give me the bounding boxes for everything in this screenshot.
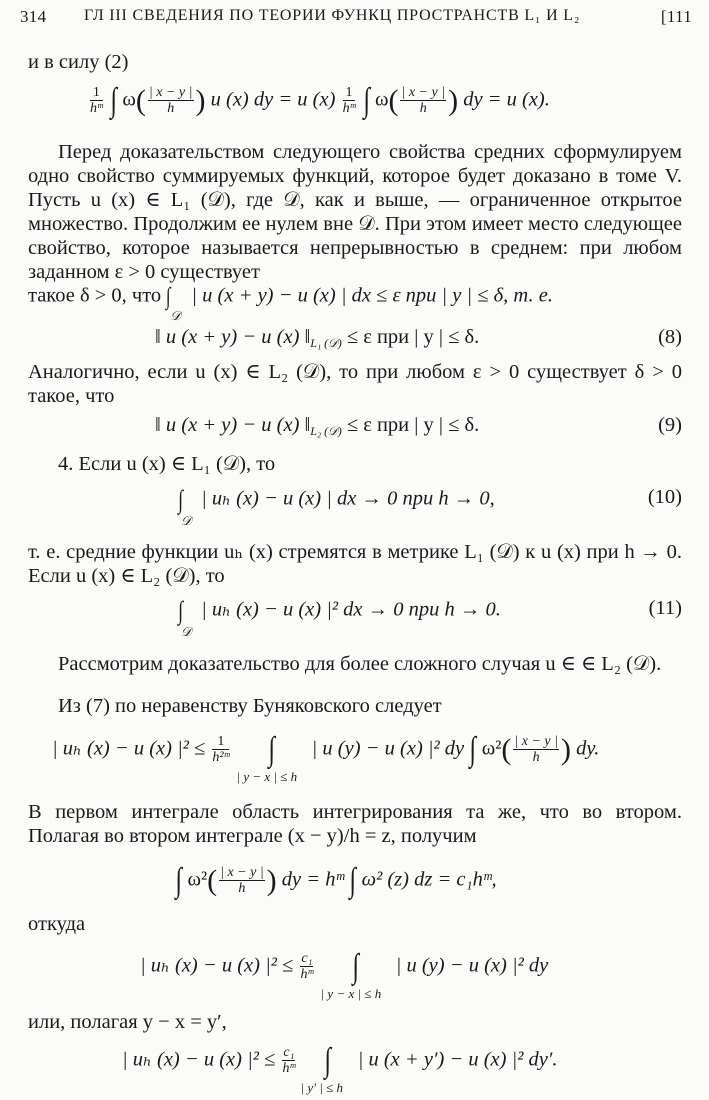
section-number: [111: [660, 7, 692, 26]
paragraph-case: Рассмотрим доказательство для более сложного случая u ∈ ∈ L₂ (𝒟).: [58, 653, 662, 675]
equation-number: (9): [658, 414, 682, 436]
equation-number: (10): [647, 486, 682, 508]
formula-part: dy = u (x).: [463, 88, 550, 111]
formula-9: ‖ u (x + y) − u (x) ‖L₂ (𝒟) ≤ ε при | y | ≤ δ.: [155, 414, 480, 438]
text-line: Из (7) по неравенству Буняковского следует: [58, 695, 442, 717]
formula-8: ‖ u (x + y) − u (x) ‖L₁ (𝒟) ≤ ε при | y | ≤ δ.: [155, 326, 480, 350]
paragraph-domain: В первом интеграле область интегрирования та же, что во втором. Полагая во втором интеграле (x − y)/h = z, получим: [28, 801, 682, 847]
formula-part: u (x) dy = u (x): [210, 88, 336, 111]
text-line: и в силу (2): [28, 51, 129, 73]
formula-estimate: | uₕ (x) − u (x) |² ≤ $\frac{\text{c₁}}{\text{hᵐ}}$ ∫ | y − x | ≤ h | u (y) − u (x) |² dy: [140, 948, 549, 1001]
formula-10: ∫ 𝒟 | uₕ (x) − u (x) | dx → 0 при h → 0,: [178, 485, 495, 528]
fraction: $\frac{1}{\text{hᵐ}}$: [90, 85, 103, 116]
formula-11: ∫ 𝒟 | uₕ (x) − u (x) |² dx → 0 при h → 0.: [178, 596, 501, 639]
text-line: откуда: [28, 913, 86, 935]
paragraph-analog: Аналогично, если u (x) ∈ L₂ (𝒟), то при любом ε > 0 существует δ > 0 такое, что: [28, 361, 682, 407]
page-number: 314: [20, 7, 47, 26]
formula-omega-integral: ∫ ω²( $\frac{| x - y |}{h}$ ) dy = hᵐ ∫ ω² (z) dz = c₁hᵐ,: [175, 862, 497, 899]
formula-bunyakovsky: | uₕ (x) − u (x) |² ≤ $\frac{1}{\text{h²ᵐ}}$ ∫ | y − x | ≤ h | u (y) − u (x) |² dy ∫ ω²( $\frac{| x - y |}{h}$ ) dy.: [52, 731, 600, 784]
formula-shift: | uₕ (x) − u (x) |² ≤ $\frac{\text{c₁}}{\text{hᵐ}}$ ∫ | y′ | ≤ h | u (x + y′) − u (x) |² dy′.: [122, 1042, 558, 1095]
equation-number: (11): [648, 597, 682, 619]
formula-mean-identity: $\frac{1}{\text{hᵐ}}$ ∫ ω( $\frac{| x - y |}{h}$ ) u (x) dy = u (x) $\frac{1}{\text{hᵐ}}$ ∫ ω( $\frac{| x - y |}{h}$ ) dy = u (x).: [90, 82, 550, 119]
paragraph-continuity: Перед доказательством следующего свойства средних сформулируем одно свойство суммируемых функций, которое будет доказано в томе V. Пусть u (x) ∈ L₁ (𝒟), где 𝒟, как и выше, — ограниченное открытое множество. Продолжим ее нулем вне 𝒟. При этом имеет место следующее свойство, которое называется непрерывностью в среднем: при любом заданном ε > 0 существует: [28, 141, 682, 283]
running-header: [20, 7, 692, 31]
paragraph-metric: т. е. средние функции uₕ (x) стремятся в метрике L₁ (𝒟) к u (x) при h → 0. Если u (x) ∈ L₂ (𝒟), то: [28, 541, 682, 587]
running-title: ГЛ III СВЕДЕНИЯ ПО ТЕОРИИ ФУНКЦ ПРОСТРАНСТВ L₁ И L₂: [84, 7, 581, 24]
equation-number: (8): [658, 326, 682, 348]
omega-symbol: ω: [122, 88, 136, 111]
integral-sign: ∫: [110, 82, 117, 119]
text-line: такое δ > 0, что ∫ 𝒟 | u (x + y) − u (x) | dx ≤ ε при | y | ≤ δ, т. е.: [28, 284, 553, 323]
text-line: или, полагая y − x = y′,: [28, 1011, 227, 1033]
item-4: 4. Если u (x) ∈ L₁ (𝒟), то: [58, 453, 276, 475]
